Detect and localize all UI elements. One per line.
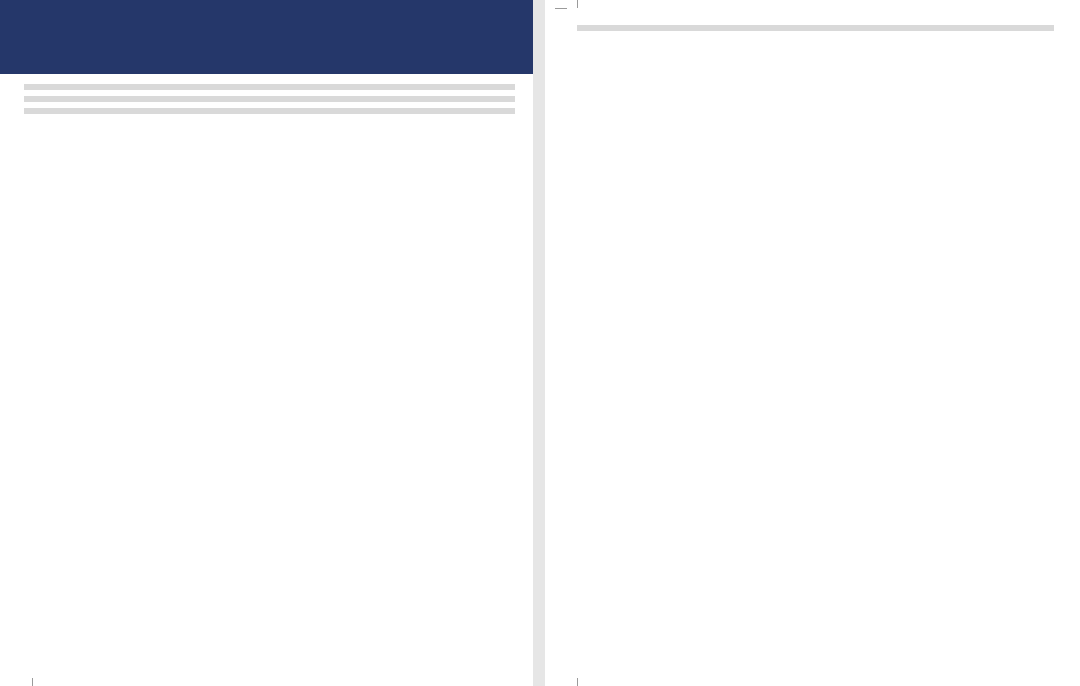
section-header-education: [577, 25, 1054, 31]
header-band: [0, 0, 533, 74]
section-header-expertise: [24, 96, 515, 102]
section-header-experience: [24, 108, 515, 114]
section-header-synopsis: [24, 84, 515, 90]
crop-mark: [22, 678, 33, 686]
crop-mark: [567, 0, 578, 8]
resume-page-1: [0, 0, 533, 686]
resume-page-2: [545, 0, 1080, 686]
crop-mark: [567, 678, 578, 686]
crop-mark: [555, 8, 567, 9]
